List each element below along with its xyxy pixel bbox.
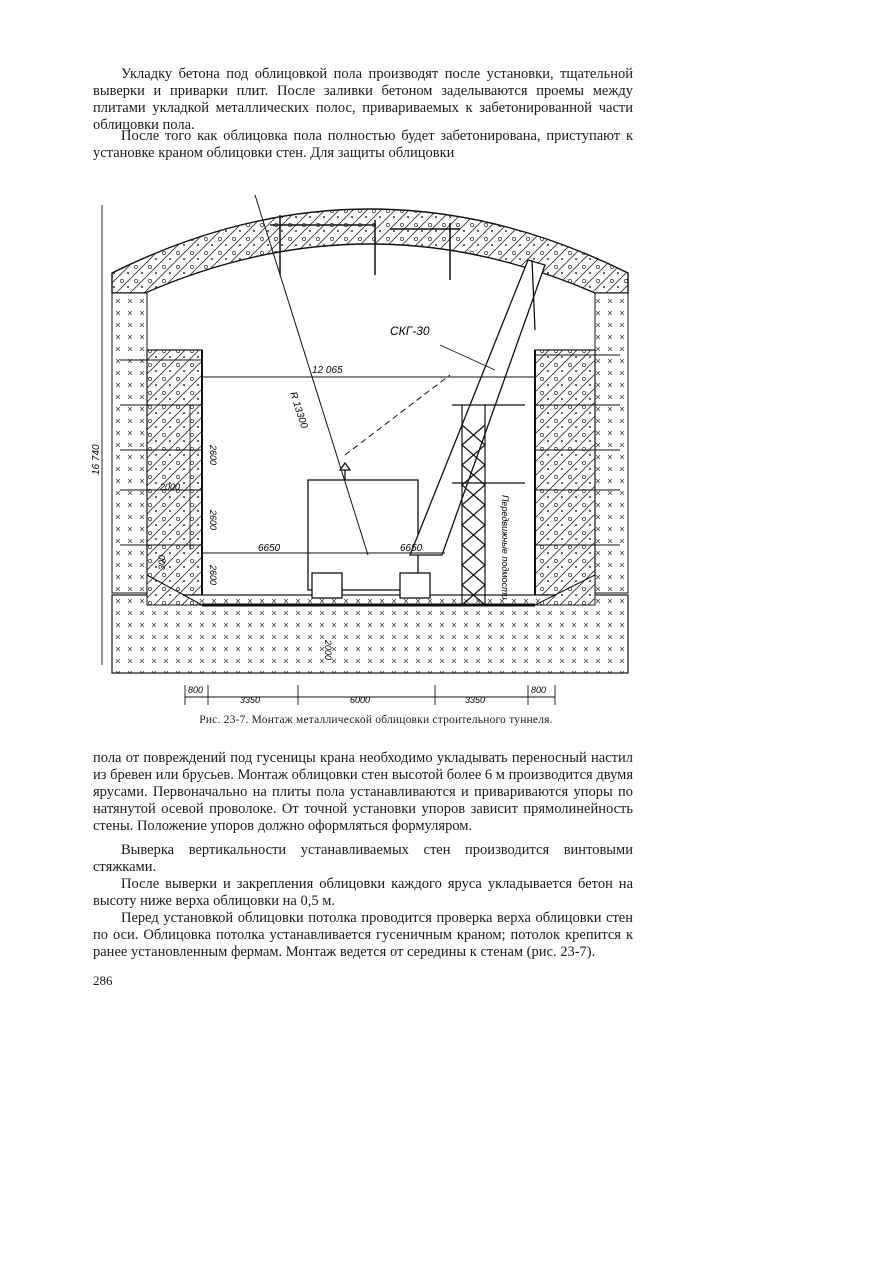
left-inner-dim-2: 300 bbox=[157, 554, 167, 570]
figure-caption: Рис. 23-7. Монтаж металлической облицовки строительного туннеля. bbox=[199, 714, 553, 726]
bottom-dim-5: 800 bbox=[531, 685, 547, 695]
bottom-dim-2: 3350 bbox=[240, 695, 261, 705]
tier-dim-1: 2600 bbox=[208, 445, 218, 466]
tunnel-figure bbox=[90, 165, 650, 710]
paragraph-2: После того как облицовка пола полностью будет забетонирована, приступают к установке краном облицовки стен. Для защиты облицовки bbox=[93, 128, 633, 161]
page-number: 286 bbox=[93, 973, 113, 988]
left-inner-dim-1: 2000 bbox=[160, 482, 181, 492]
half-span-left: 6650 bbox=[258, 543, 281, 554]
bottom-dim-3: 6000 bbox=[350, 695, 371, 705]
tunnel-floor bbox=[112, 595, 628, 673]
half-span-right: 6650 bbox=[400, 543, 423, 554]
tier-dim-2: 2600 bbox=[208, 510, 218, 531]
tier-dim-3: 2600 bbox=[208, 565, 218, 586]
radius-dim-label: R 13300 bbox=[287, 390, 310, 430]
height-dim-label: 16 740 bbox=[91, 444, 102, 475]
paragraph-3: пола от повреждений под гусеницы крана необходимо укладывать переносный настил из бревен или брусьев. Монтаж облицовки стен высотой более 6 м производится двумя ярусами. Первоначально на плиты пола устанавливаются и привариваются упоры по натянутой осевой проволоке. От точной установки упоров зависит прямолинейность стены. Положение упоров должно оформляться формуляром. bbox=[93, 750, 633, 834]
paragraph-5: После выверки и закрепления облицовки каждого яруса укладывается бетон на высоту ниже верха облицовки на 0,5 м. bbox=[93, 876, 633, 909]
platform-label: Передвижные подмости bbox=[500, 495, 510, 600]
left-wall bbox=[112, 293, 147, 593]
tunnel-arch bbox=[112, 209, 628, 293]
crane-label: СКГ-30 bbox=[390, 324, 430, 338]
floor-dim: 2000 bbox=[323, 640, 333, 661]
right-wall bbox=[595, 293, 628, 593]
paragraph-1: Укладку бетона под облицовкой пола производят после установки, тщательной выверки и приварки плит. После заливки бетоном заделываются проемы между плитами укладкой металлических полос, привариваемых к забетонированной части облицовки пола. bbox=[93, 66, 633, 133]
paragraph-4: Выверка вертикальности устанавливаемых стен производится винтовыми стяжками. bbox=[93, 842, 633, 875]
paragraph-6: Перед установкой облицовки потолка проводится проверка верха облицовки стен по оси. Облицовка потолка устанавливается гусеничным краном; потолок крепится к ранее установленным фермам. Монтаж ведется от середины к стенам (рис. 23-7). bbox=[93, 910, 633, 960]
bottom-dim-4: 3350 bbox=[465, 695, 486, 705]
bottom-dim-1: 800 bbox=[188, 685, 204, 695]
width-dim-label: 12 065 bbox=[312, 365, 343, 376]
